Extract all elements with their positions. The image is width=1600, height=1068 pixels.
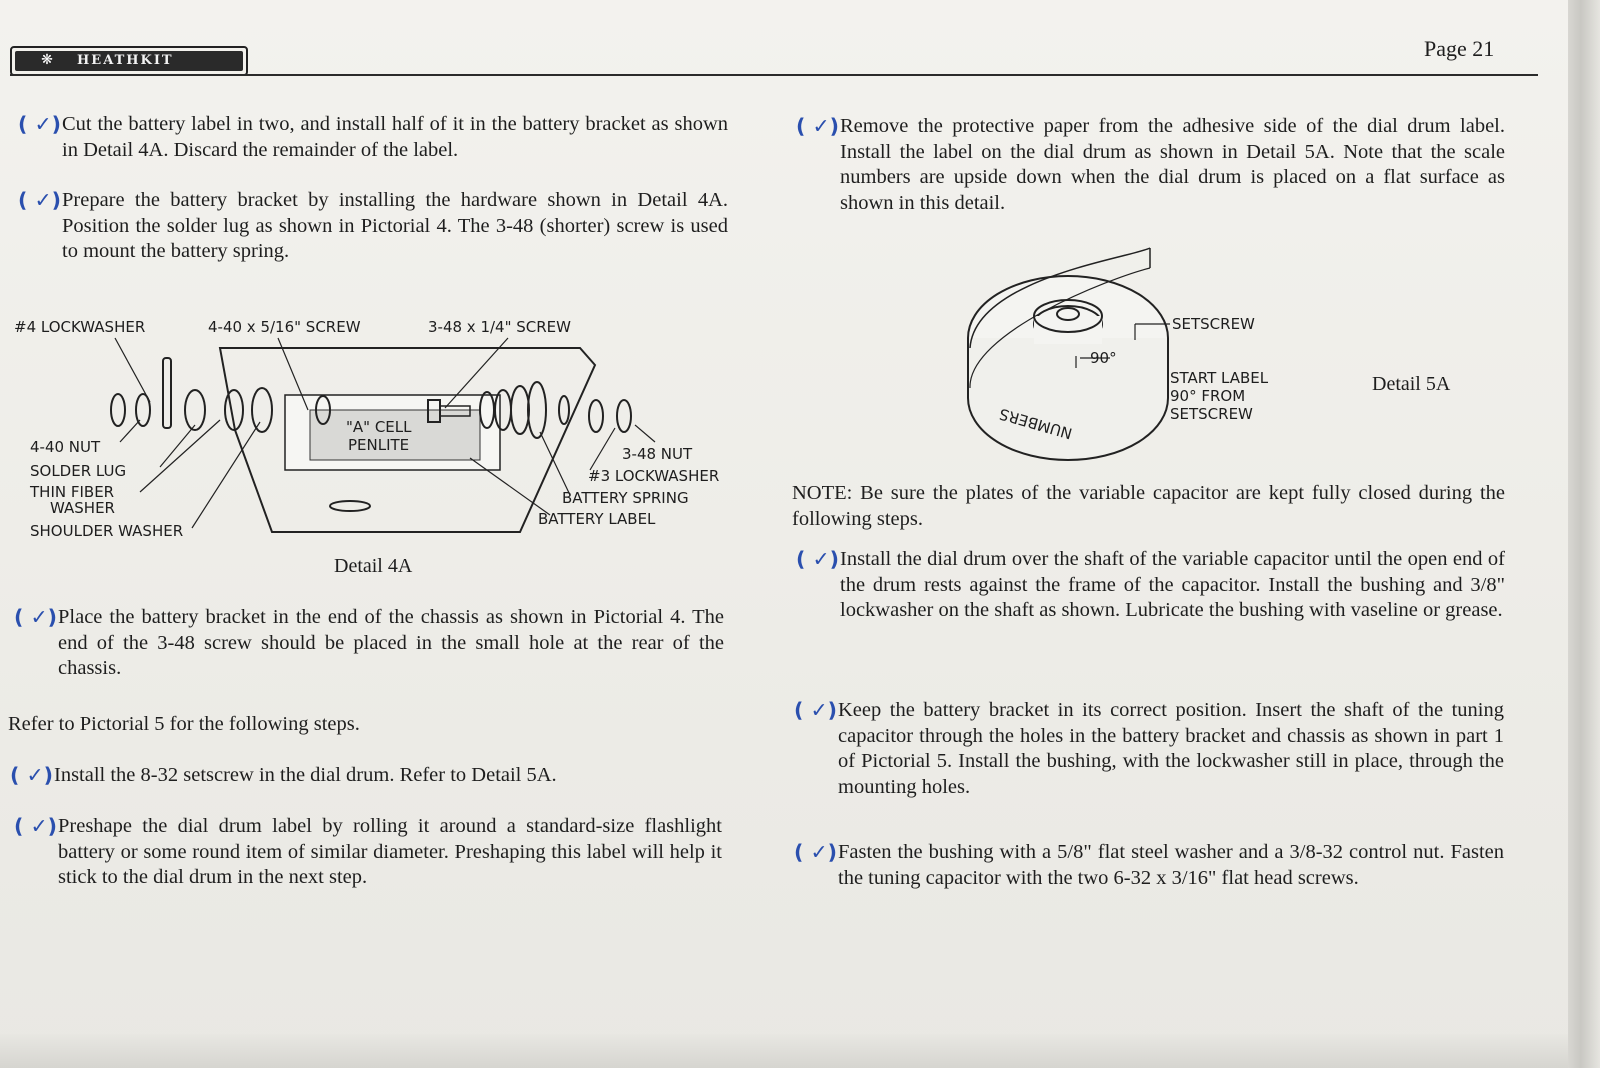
label-angle: 90°	[1090, 349, 1117, 367]
label-nut-440: 4-40 NUT	[30, 438, 101, 456]
label-battery-spring: BATTERY SPRING	[562, 489, 689, 507]
label-start-1: START LABEL	[1170, 369, 1269, 387]
step-text: Remove the protective paper from the adhesive side of the dial drum label. Install the label on the dial drum as shown in Detail 5A. Note that the scale numbers are upside down when the dial drum is placed on a flat surface as shown in this detail.	[840, 115, 1505, 214]
step-place-bracket	[14, 605, 724, 682]
logo-text: HEATHKIT	[77, 53, 174, 68]
detail-4a-diagram	[10, 310, 750, 585]
step-text: Preshape the dial drum label by rolling it around a standard-size flashlight battery or some round item of similar diameter. Preshaping this label will help it stick to the dial drum in the next step.	[58, 815, 722, 888]
step-install-setscrew	[10, 763, 722, 789]
step-text: Prepare the battery bracket by installing the hardware shown in Detail 4A. Position the solder lug as shown in Pictorial 4. The 3-48 (shorter) screw is used to mount the battery spring.	[62, 189, 728, 262]
refer-pictorial-5: Refer to Pictorial 5 for the following steps.	[8, 713, 360, 735]
checkbox-checked[interactable]: ( ✓)	[14, 605, 58, 629]
label-solder-lug: SOLDER LUG	[30, 462, 127, 480]
step-prepare-bracket	[18, 188, 728, 265]
checkbox-checked[interactable]: ( ✓)	[796, 547, 840, 571]
step-text: Fasten the bushing with a 5/8" flat steel washer and a 3/8-32 control nut. Fasten the tuning capacitor with the two 6-32 x 3/16" flat head screws.	[838, 841, 1504, 889]
page-bottom-edge	[0, 1034, 1568, 1068]
checkbox-checked[interactable]: ( ✓)	[18, 188, 62, 212]
step-cut-label	[18, 112, 728, 163]
page-number: Page 21	[1424, 36, 1495, 61]
label-screw-440: 4-40 x 5/16" SCREW	[208, 318, 361, 336]
detail-5a-diagram	[940, 238, 1500, 470]
atom-icon: ❋	[41, 52, 53, 68]
step-text: Place the battery bracket in the end of the chassis as shown in Pictorial 4. The end of the 3-48 screw should be placed in the small hole at the rear of the chassis.	[58, 606, 724, 679]
step-text: Cut the battery label in two, and install half of it in the battery bracket as shown in Detail 4A. Discard the remainder of the label.	[62, 113, 728, 161]
checkbox-checked[interactable]: ( ✓)	[794, 698, 838, 722]
label-lockwasher-3: #3 LOCKWASHER	[588, 467, 720, 485]
label-setscrew: SETSCREW	[1172, 315, 1255, 333]
label-lockwasher-4: #4 LOCKWASHER	[14, 318, 146, 336]
label-start-2: 90° FROM	[1170, 387, 1246, 405]
label-start-3: SETSCREW	[1170, 405, 1253, 423]
step-preshape-label	[14, 814, 722, 891]
drum-word: NUMBERS	[997, 404, 1075, 443]
heathkit-logo	[10, 46, 248, 76]
label-thin-fiber: THIN FIBER	[30, 483, 115, 501]
note-capacitor-plates: NOTE: Be sure the plates of the variable capacitor are kept fully closed during the following steps.	[792, 482, 1505, 530]
checkbox-checked[interactable]: ( ✓)	[18, 112, 62, 136]
checkbox-checked[interactable]: ( ✓)	[796, 114, 840, 138]
step-text: Install the dial drum over the shaft of the variable capacitor until the open end of the drum rests against the frame of the capacitor. Install the bushing and 3/8" lockwasher on the shaft as shown. Lubricate the bushing with vaseline or grease.	[840, 548, 1505, 621]
logo-band	[15, 51, 243, 71]
label-cell-line2: PENLITE	[348, 436, 410, 454]
step-keep-bracket	[794, 698, 1504, 800]
checkbox-checked[interactable]: ( ✓)	[10, 763, 54, 787]
header-rule	[10, 74, 1538, 76]
checkbox-checked[interactable]: ( ✓)	[14, 814, 58, 838]
detail-5a-caption: Detail 5A	[1372, 373, 1451, 395]
step-remove-paper	[796, 114, 1505, 216]
label-battery-label: BATTERY LABEL	[538, 510, 656, 528]
step-fasten-bushing	[794, 840, 1504, 891]
label-screw-348: 3-48 x 1/4" SCREW	[428, 318, 571, 336]
step-text: Install the 8-32 setscrew in the dial drum. Refer to Detail 5A.	[54, 764, 557, 786]
label-washer: WASHER	[50, 499, 115, 517]
book-spine	[1568, 0, 1600, 1068]
label-shoulder-washer: SHOULDER WASHER	[30, 522, 184, 540]
step-text: Keep the battery bracket in its correct position. Insert the shaft of the tuning capacitor through the holes in the battery bracket and chassis as shown in part 1 of Pictorial 5. Install the bushing, with the lockwasher still in place, through the mounting holes.	[838, 699, 1504, 798]
detail-4a-caption: Detail 4A	[334, 555, 413, 577]
step-install-drum	[796, 547, 1505, 624]
checkbox-checked[interactable]: ( ✓)	[794, 840, 838, 864]
label-nut-348: 3-48 NUT	[622, 445, 693, 463]
label-cell-line1: "A" CELL	[346, 418, 412, 436]
